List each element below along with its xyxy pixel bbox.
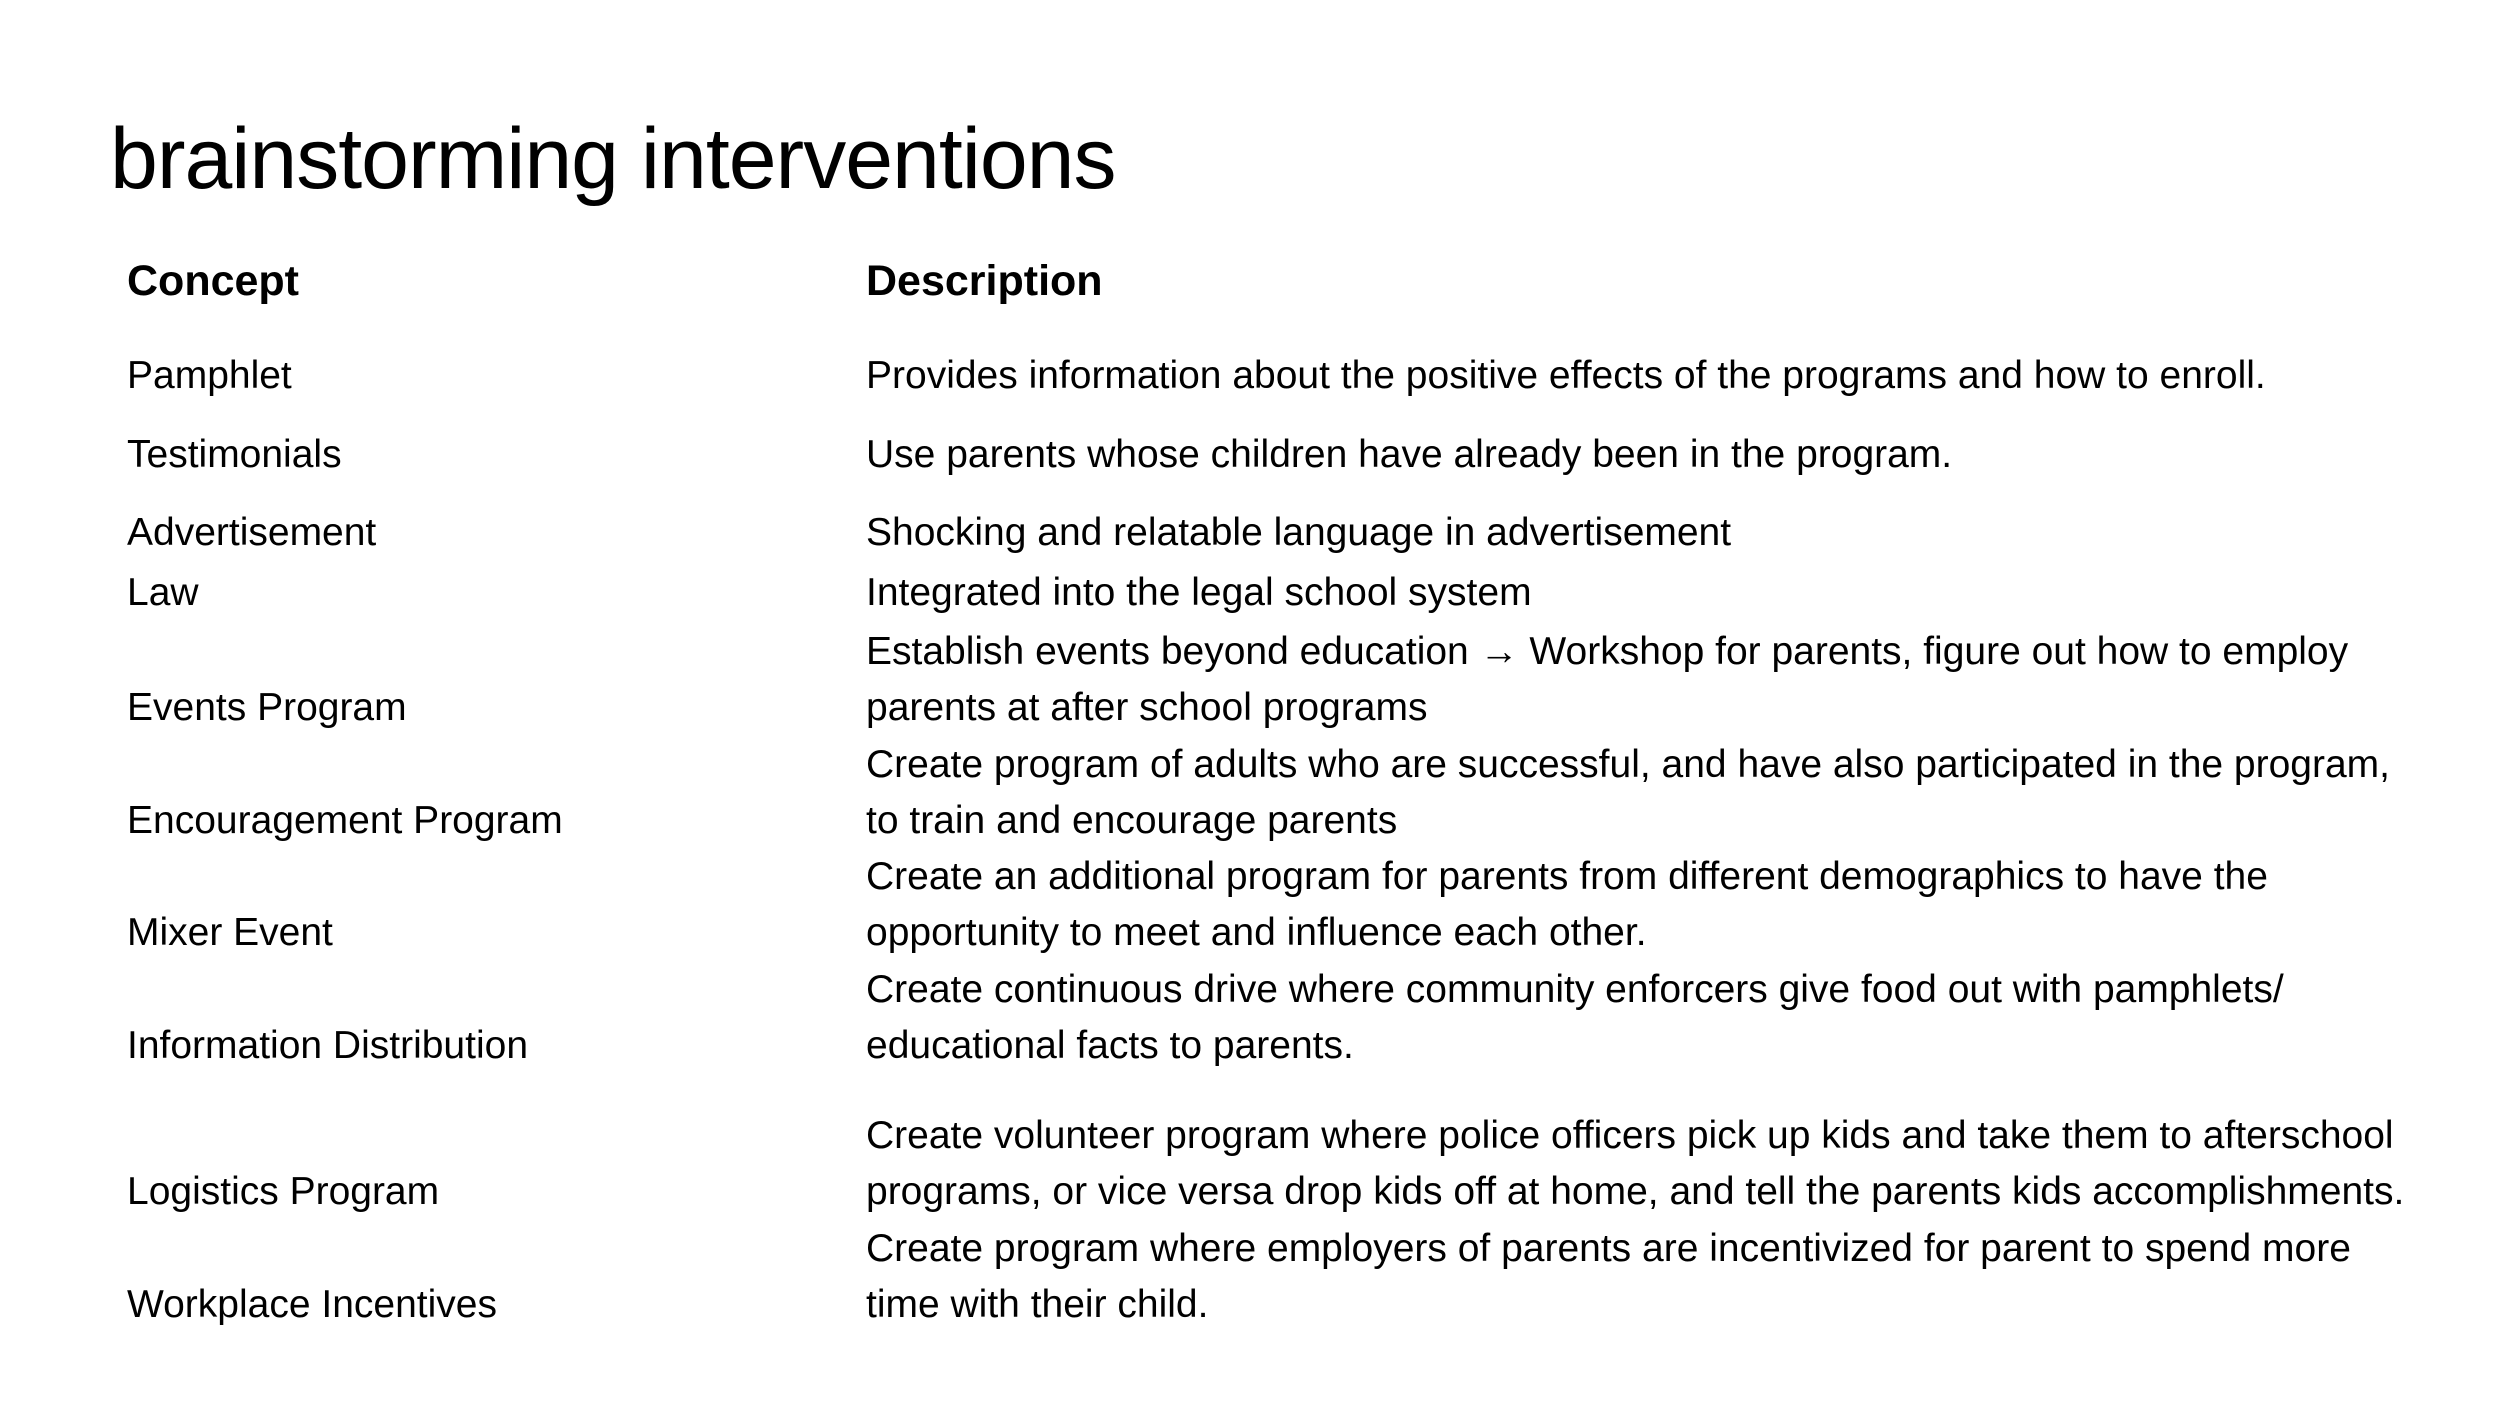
- description-column-header: Description: [866, 257, 1103, 305]
- description-line: Create program of adults who are successful, and have also participated in the program,: [866, 743, 2390, 786]
- description-cell: [866, 1108, 2446, 1220]
- concept-cell: Events Program: [127, 686, 407, 729]
- slide-title: brainstorming interventions: [110, 111, 1116, 207]
- concept-cell: Information Distribution: [127, 1024, 529, 1067]
- description-line: opportunity to meet and influence each other.: [866, 911, 1647, 954]
- concept-cell: Encouragement Program: [127, 799, 563, 842]
- description-line: Use parents whose children have already been in the program.: [866, 433, 1953, 476]
- concept-column-header: Concept: [127, 257, 299, 305]
- description-line: Integrated into the legal school system: [866, 571, 1532, 614]
- concept-cell: Testimonials: [127, 433, 342, 476]
- description-line: Shocking and relatable language in advertisement: [866, 511, 1732, 554]
- description-line: Create an additional program for parents from different demographics to have the: [866, 855, 2268, 898]
- description-line: Create volunteer program where police officers pick up kids and take them to afterschool: [866, 1114, 2394, 1157]
- description-line: to train and encourage parents: [866, 799, 1398, 842]
- concept-cell: Advertisement: [127, 511, 377, 554]
- description-cell: [866, 624, 2446, 736]
- description-cell: [866, 565, 2446, 621]
- description-cell: [866, 962, 2446, 1074]
- description-cell: [866, 348, 2446, 404]
- description-cell: [866, 849, 2446, 961]
- description-line: Provides information about the positive effects of the programs and how to enroll.: [866, 354, 2266, 397]
- concept-cell: Law: [127, 571, 199, 614]
- description-line: Establish events beyond education → Workshop for parents, figure out how to employ: [866, 630, 2349, 673]
- description-cell: [866, 737, 2446, 849]
- concept-cell: Logistics Program: [127, 1170, 440, 1213]
- description-line: programs, or vice versa drop kids off at home, and tell the parents kids accomplishments.: [866, 1170, 2405, 1213]
- description-cell: [866, 505, 2446, 561]
- concept-cell: Mixer Event: [127, 911, 333, 954]
- description-cell: [866, 1221, 2446, 1333]
- concept-cell: Pamphlet: [127, 354, 292, 397]
- description-line: time with their child.: [866, 1283, 1209, 1326]
- description-cell: [866, 427, 2446, 483]
- description-line: Create program where employers of parents are incentivized for parent to spend more: [866, 1227, 2351, 1270]
- description-line: educational facts to parents.: [866, 1024, 1354, 1067]
- description-line: Create continuous drive where community enforcers give food out with pamphlets/: [866, 968, 2284, 1011]
- concept-cell: Workplace Incentives: [127, 1283, 497, 1326]
- description-line: parents at after school programs: [866, 686, 1428, 729]
